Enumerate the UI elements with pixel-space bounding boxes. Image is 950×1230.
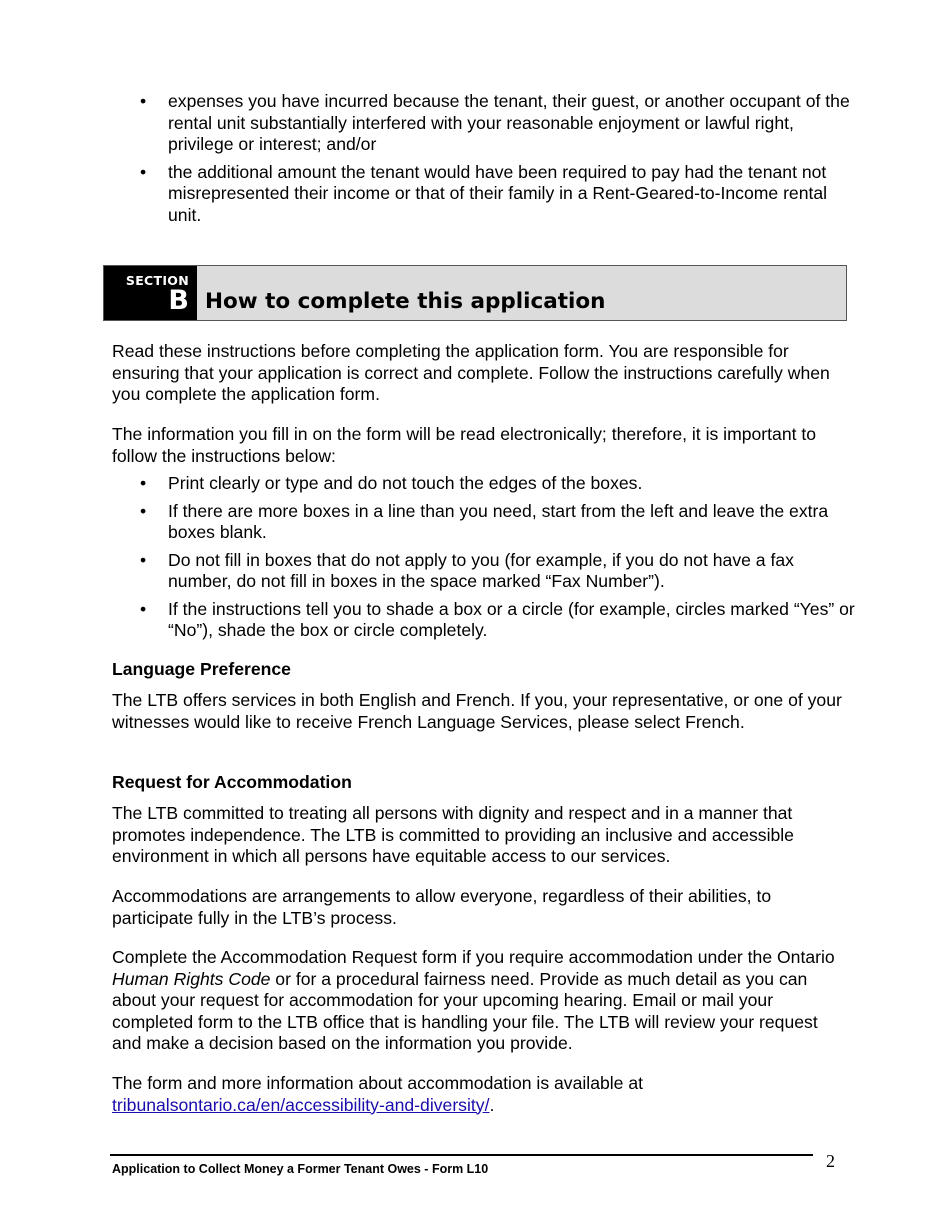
language-preference-text: The LTB offers services in both English and French. If you, your representative, or one of your witnesses would like to receive French Language Services, please select French. [112,690,842,732]
section-title: How to complete this application [205,289,606,314]
intro-paragraph-1: Read these instructions before completing the application form. You are responsible for ensuring that your application is correct and complete. Follow the instructions carefully when you complete the application form. [112,341,830,404]
accommodation-paragraph-4: The form and more information about accommodation is available at tribunalsontario.ca/en/accessibility-and-diversity/. [112,1073,644,1115]
section-letter: B [168,285,189,316]
list-item: • Print clearly or type and do not touch the edges of the boxes. [140,473,643,493]
language-preference-heading: Language Preference [112,659,291,679]
section-b-header [103,265,847,321]
intro-paragraph-2: The information you fill in on the form will be read electronically; therefore, it is important to follow the instructions below: [112,424,817,466]
instruction-bullet-list [140,473,860,648]
list-item: • If there are more boxes in a line than you need, start from the left and leave the extra boxes blank. [140,500,829,542]
footer-divider [110,1154,813,1156]
page-number: 2 [826,1151,835,1171]
list-item: • the additional amount the tenant would have been required to pay had the tenant not misrepresented their income or that of their family in a Rent-Geared-to-Income rental unit. [140,161,828,225]
human-rights-code-title: Human Rights Code [112,968,271,989]
section-label: SECTION [125,273,189,288]
accommodation-paragraph-1: The LTB committed to treating all persons with dignity and respect and in a manner that promotes independence. The LTB is committed to providing an inclusive and accessible environment in which all persons have equitable access to our services. [112,803,794,866]
accessibility-diversity-link[interactable]: tribunalsontario.ca/en/accessibility-and-diversity/ [112,1094,490,1115]
top-bullet-list [140,91,860,232]
section-tag [104,266,197,320]
accommodation-heading: Request for Accommodation [112,772,352,792]
accommodation-paragraph-3: Complete the Accommodation Request form if you require accommodation under the Ontario Human Rights Code or for a procedural fairness need. Provide as much detail as you can about your request for accommodation for your upcoming hearing. Email or mail your completed form to the LTB office that is handling your file. The LTB will review your request and make a decision based on the information you provide. [112,947,835,1053]
list-item: • expenses you have incurred because the tenant, their guest, or another occupant of the rental unit substantially interfered with your reasonable enjoyment or lawful right, privilege or interest; and/or [140,91,850,154]
list-item: • Do not fill in boxes that do not apply to you (for example, if you do not have a fax number, do not fill in boxes in the space marked “Fax Number”). [140,549,794,591]
footer-form-title: Application to Collect Money a Former Tenant Owes - Form L10 [112,1162,489,1176]
accommodation-paragraph-2: Accommodations are arrangements to allow everyone, regardless of their abilities, to participate fully in the LTB’s process. [112,886,772,928]
list-item: • If the instructions tell you to shade a box or a circle (for example, circles marked “Yes” or “No”), shade the box or circle completely. [140,598,855,640]
